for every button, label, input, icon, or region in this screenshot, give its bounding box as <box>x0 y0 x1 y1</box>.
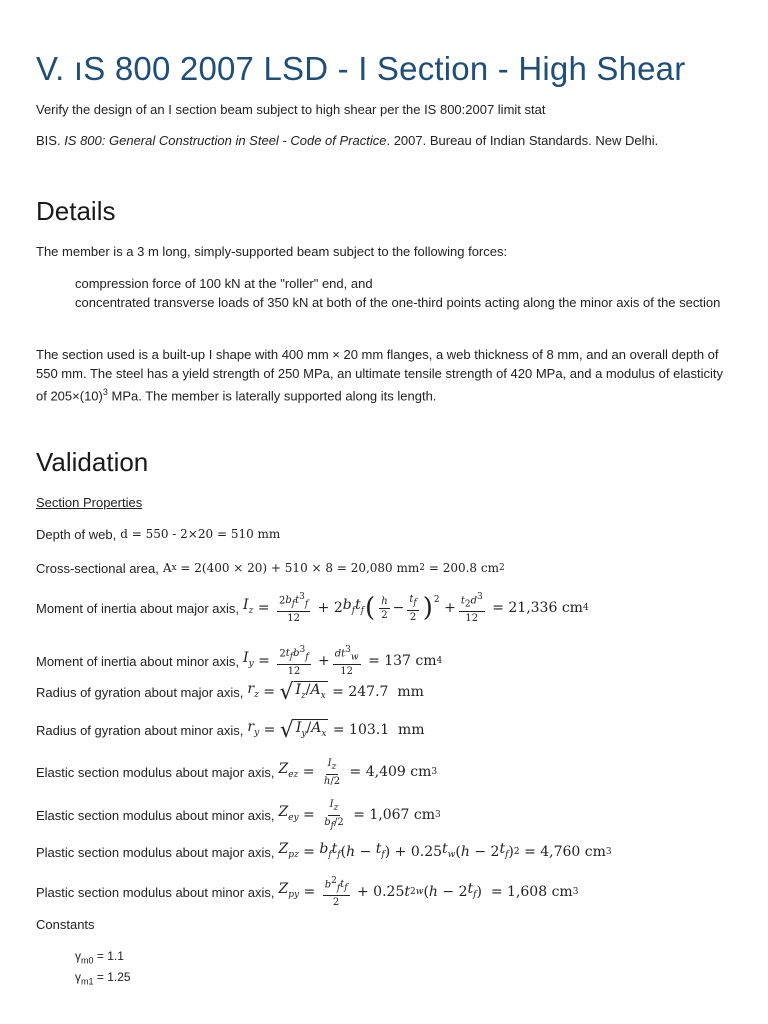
moment-of-inertia-minor-row <box>36 645 744 677</box>
row-label: Plastic section modulus about minor axis, <box>36 884 275 900</box>
row-label: Radius of gyration about major axis, <box>36 684 244 700</box>
row-result: = 137 cm <box>368 652 437 669</box>
row-formula: $r_z$ = √ $I_z/A_x$ = 247.7 mm <box>247 679 424 705</box>
citation-title: IS 800: General Construction in Steel - Code of Practice <box>64 133 387 148</box>
validation-heading: Validation <box>36 447 149 477</box>
section-text-1: The section used is a built-up I shape with 400 mm × 20 mm flanges, a web thickness of 8 mm, and an overall depth of 550 mm. The steel has a yield strength of 250 MPa, an ultimate tensile strength of 420 MPa, and a modulus of elasticity of 205×(10) <box>36 347 723 404</box>
row-expression: d = 550 - 2×20 = 510 mm <box>120 527 281 541</box>
row-formula: $r_y$ = √ $I_y/A_x$ = 103.1 mm <box>247 717 425 743</box>
row-formula: $Z_{ey}$ = $\frac{I_z}{b_f/2}$ = 1,067 cm 3 <box>278 799 441 831</box>
list-item: compression force of 100 kN at the "roller" end, and <box>75 276 373 291</box>
section-properties-heading: Section Properties <box>36 495 143 510</box>
constant-gamma-m0: $\gamma_{m0} = 1.1$ <box>75 949 124 966</box>
row-label: Depth of web, <box>36 527 117 542</box>
row-formula: $Z_{py}$ = $\frac{b^2_ft_f}{2}$ + 0.25 t 2 w ( h − 2 $t_f$ ) = 1,608 cm 3 <box>278 876 579 909</box>
elastic-modulus-minor-row <box>36 799 744 832</box>
plastic-modulus-minor-row <box>36 876 744 908</box>
section-description <box>36 345 732 405</box>
section-sup: 3 <box>102 387 108 397</box>
row-result: = 4,409 cm <box>349 764 432 780</box>
row-label: Moment of inertia about major axis, <box>36 600 240 616</box>
cross-sectional-area-row <box>36 559 744 578</box>
row-label: Cross-sectional area, <box>36 561 159 576</box>
citation-suffix: . 2007. Bureau of Indian Standards. New Delhi. <box>386 133 659 148</box>
row-result: = 1,067 cm <box>353 807 436 823</box>
row-formula: $Z_{pz}$ = $b_ft_f$ ( h − $t_f$ ) + 0.25 $t_w$ ( h − 2 $t_f$ ) 2 = 4,760 cm 3 <box>278 841 612 860</box>
row-result: = 21,336 cm <box>492 599 583 616</box>
details-lead: The member is a 3 m long, simply-supported beam subject to the following forces: <box>36 244 508 259</box>
row-expression: A x = 2(400 × 20) + 510 × 8 = 20,080 mm 2 = 200.8 cm 2 <box>162 561 505 575</box>
list-item: concentrated transverse loads of 350 kN at both of the one-third points acting along the minor axis of the section <box>75 295 721 310</box>
row-label: Plastic section modulus about major axis, <box>36 844 275 860</box>
details-heading: Details <box>36 196 116 226</box>
row-result: = 4,760 cm <box>524 843 606 860</box>
forces-list <box>75 274 728 312</box>
citation <box>36 132 732 150</box>
plastic-modulus-major-row <box>36 840 744 865</box>
depth-of-web-row <box>36 525 744 544</box>
row-label: Moment of inertia about minor axis, <box>36 653 240 669</box>
row-result: = 247.7 mm <box>332 683 424 700</box>
radius-of-gyration-major-row <box>36 680 744 705</box>
citation-prefix: BIS. <box>36 133 65 148</box>
row-result: = 103.1 mm <box>332 721 425 738</box>
row-formula: $Z_{ez}$ = $\frac{I_z}{h/2}$ = 4,409 cm 3 <box>278 758 438 787</box>
constant-gamma-m1: $\gamma_{m1} = 1.25$ <box>75 970 131 987</box>
row-formula: $I_y$ = $\frac{2t_fb^3_f}{12}$ + $\frac{dt^3_w}{12}$ = 137 cm 4 <box>243 645 443 678</box>
row-label: Radius of gyration about minor axis, <box>36 722 244 738</box>
radius-of-gyration-minor-row <box>36 718 744 743</box>
row-label: Elastic section modulus about major axis, <box>36 765 275 780</box>
row-label: Elastic section modulus about minor axis, <box>36 808 275 823</box>
elastic-modulus-major-row <box>36 758 744 787</box>
row-result: = 1,608 cm <box>490 883 573 900</box>
intro-paragraph: Verify the design of an I section beam subject to high shear per the IS 800:2007 limit stat <box>36 102 546 117</box>
page-title: V. ıS 800 2007 LSD - I Section - High Shear <box>36 50 686 87</box>
moment-of-inertia-major-row <box>36 592 744 624</box>
row-formula: $I_z$ = $\frac{2b_ft^3_f}{12}$ + 2 $b_ft_f$ ( $\frac{h}{2}$ − $\frac{t_f}{2}$ ) $^2$ + $\frac{t_2d^3}{12}$ = 21,336 cm 4 <box>243 592 589 625</box>
section-text-2: MPa. The member is laterally supported along its length. <box>107 388 437 404</box>
constants-label: Constants <box>36 917 95 932</box>
